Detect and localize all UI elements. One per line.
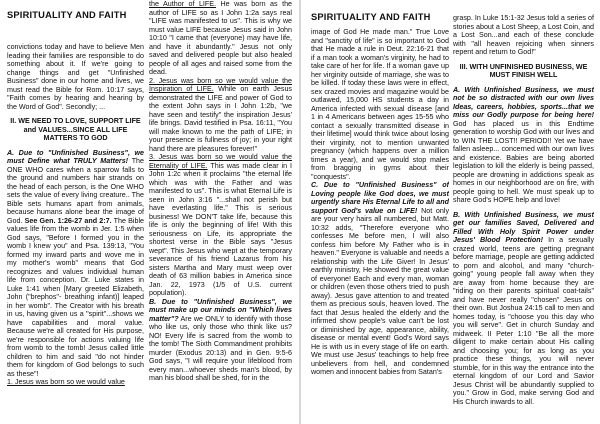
section-2a-text-continued: The Bible values life from the womb in Jer. 1:5 when God says, "Before I formed you in the womb I knew you" and Psa. 139:13, "You formed my inward parts and wove me in my mother's womb" means that God recognizes and values individual human life from conception. Dr. Luke states in Luke 1:41 when [Mary greeted Elizabeth, John ("brephos"- breathing infant)] leaped in her womb". The Creator with his breath in us, having given us a "spirit"...shows we have capabilities and moral value. Because we're all created for His purpose, we're responsible for actions valuing life from womb to the tomb! Jesus called little children to him and said "do not hinder them for kingdom of God belongs to such as these"!: [7, 216, 144, 378]
section-3-title: III. WITH UNFINISHED BUSINESS, WE MUST FINISH WELL: [459, 62, 588, 79]
section-3b-text: In a sexually crazed world, teens are getting pregnant before marriage, people are getting addicted to porn and alcohol, and many "church-going" young people fall away when they are away from home because they are "riding on their parents spiritual coat-tails" and have never really "chosen" Jesus on their own. But Joshua 24:15 call to men and homes today, is "choose you this day who you will serve". Get in church Sunday and midweek. II Peter 1:10 "Be all the more diligent to make certain about His calling and choosing you; for as long as you practice these things, you will never stumble, for in this way the entrance into the eternal kingdom of our Lord and Savior Jesus Christ will be abundantly supplied to you." Grow in God, make serving God and His Church inwards to all.: [453, 236, 594, 406]
section-2b-paragraph: [149, 298, 292, 383]
section-3a-label: A. With Unfinished Business, we must not be so distracted with our own lives Ideas, careers, hobbies, sports...that we miss our Godly purpose for being here!: [453, 85, 594, 119]
column-1: [7, 43, 144, 421]
section-2c-label: C. Due to "Unfinished Business" of Loving people like God does, we must urgently share His Eternal Life to all and support God's value on LIFE!: [311, 181, 449, 215]
section-2c-paragraph: [311, 181, 449, 377]
point-3-text: This was made clear in I John 1:2c when it proclaims "the eternal life which was with the Father and was manifested to us". This is what Eternal Life is seen in John 3:16 "...shall not perish but have everlasting life." This is serious business! We DON'T take life, because this life is only the beginning of life! With this seriousness on Life, its appropriate the shortest verse in the Bible says "Jesus wept". This Jesus who wept at the temporary severance of his friend Lazarus from his sisters Martha and Mary must weep over death of 63 million babies in America since Jan. 22, 1973 (1/5 of U.S. current population).: [149, 161, 292, 297]
section-2c-text: Not only are your very hairs all numbered, but Matt. 10:32 adds, "Therefore everyone who confesses Me before men, I will also confess him before My Father who is in heaven." Everyone is valuable and needs a relationship with the Life Giver! In Jesus' earthly ministry, He showed the great value of everyone! Each and every man, woman or children (even those others tried to push away). Jesus gave attention to and treated them as precious souls, heaven loved. The fact that Jesus healed the elderly and the infirmed show people's value can't be lost or diminished by age, appearance, ability, disease or mental event! God's Word says He is with us in every stage of life on earth. We must use Jesus' teachings to help free unbelievers from hell, and condemned women and innocent babies from Satan's: [311, 206, 449, 376]
right-page: [300, 0, 600, 424]
section-3b-label: B. With Unfinished Business, we must get our families Saved, Delivered and Filled With Holy Spirit Power under Jesus' Blood Protection!: [453, 210, 594, 244]
point-2-heading: 2. Jesus was born so we would value the Inspiration of LIFE.: [149, 76, 292, 93]
lost-stories-paragraph: grasp. In Luke 15:1-32 Jesus told a series of stories about a Lost Sheep, a Lost Coin, and a Lost Son...and each of these conclude with "all heaven rejoicing when sinners repent and return to God!": [453, 14, 594, 56]
intro-paragraph: convictions today and have to believe Men leading their families are responsible to do something about it. If we're going to change things and get "Unfinished Business" done in our home and lives, we must read the Bible for Rom. 10:17 says, "Faith comes by hearing and hearing by the Word of God". Secondly; ...: [7, 43, 144, 111]
right-page-heading: SPIRITUALITY AND FAITH: [311, 12, 431, 22]
section-2-title: II. WE NEED TO LOVE, SUPPORT LIFE and VALUES...SINCE ALL LIFE MATTERS TO GOD: [10, 117, 141, 142]
section-2b-label: B. Due to "Unfinished Business", we must make up our minds on "Which lives matter"?: [149, 297, 292, 323]
column-2: [149, 0, 292, 421]
point-1-heading: 1. Jesus was born so we would value: [7, 378, 125, 386]
point-1-heading-continued: the Author of LIFE.: [149, 0, 217, 8]
section-3a-paragraph: [453, 86, 594, 205]
column-3: [311, 28, 449, 421]
section-2a-text: The ONE WHO cares when a sparrow falls to the ground and numbers hair strands on the head of each person, is the One WHO sets the value of every living creature.. The Bible sets humans apart from animals, because humans alone bear the image of God.: [7, 157, 144, 225]
section-2a-paragraph: [7, 149, 144, 379]
point-1-paragraph: [149, 0, 292, 77]
section-3b-paragraph: [453, 211, 594, 407]
section-3a-text: God has placed us in this Endtime generation to worship God with our lives and to WIN THE LOST!! PERIOD!! Yet we have fallen asleep... concerned with our own lives and existence. Babies are being aborted legislation to kill the elderly is being passed, people are drowning in addictions speak as homes in our neighborhood are on fire, with people going to hell. We must speak up to share God's HOPE help and love!: [453, 119, 594, 204]
sanctity-paragraph: image of God He made man." True Love and "sanctity of life" is so important to God that He made a rule in Deut. 22:16-21 that if a man took a woman's virginity, he had to take care of her for life. If a woman gave up her virginity outside of marriage, she was to be killed. If today these laws were in effect, sex crazed movies and magazine would be outlawed, 15,000 HS students a day in America infected with sexual disease [and 1 in 4 Americans between ages 15-55 who contact a sexually transmitted disease in their lifetime] would think twice about losing their virginity, not to mention unwanted pregnancy (which happens over a million times a year), and we would stop males from bragging in gyms about their "conquests".: [311, 28, 449, 181]
point-2-text: While on earth Jesus demonstrated the LIFE and power of God to the extent John says in I John 1:2b, "we have seen and testify" the inspiration Jesus' life brings. David testified in Psa. 16:11, "You will make known to me the path of LIFE; in your presence is fullness of joy; in your right hand there are pleasures forever!": [149, 85, 292, 153]
point-2-paragraph: [149, 77, 292, 154]
point-3-heading: 3. Jesus was born so we would value the Eternality of LIFE.: [149, 153, 292, 170]
point-1-text: He was born as the author of LIFE so as I John 1:2a says real "LIFE was manifested to us". This is why we must value LIFE because Jesus said in John 10:10 "I came that (everyone) may have life, and have it abundantly." Jesus not only saved and delivered people but also healed people of all ages and raised some from the dead.: [149, 0, 292, 76]
section-2a-label: A. Due to "Unfinished Business", we must Define what TRULY Matters!: [7, 148, 144, 165]
point-3-paragraph: [149, 153, 292, 298]
left-page-heading: SPIRITUALITY AND FAITH: [7, 10, 127, 20]
scripture-reference: See Gen. 1:26-27 and 2:7.: [24, 216, 112, 225]
section-2b-text: Are we ONLY to identify with those who like us, only those who think like us? NO! Every life is sacred from the womb to the tomb! The Sixth Commandment prohibits murder (Exodus 20:13) and in Gen. 9:5-6 God says, "I will require your lifeblood from every man...whoever sheds man's blood, by man his blood shall be shed, for in the: [149, 314, 292, 382]
column-4: [453, 14, 594, 421]
